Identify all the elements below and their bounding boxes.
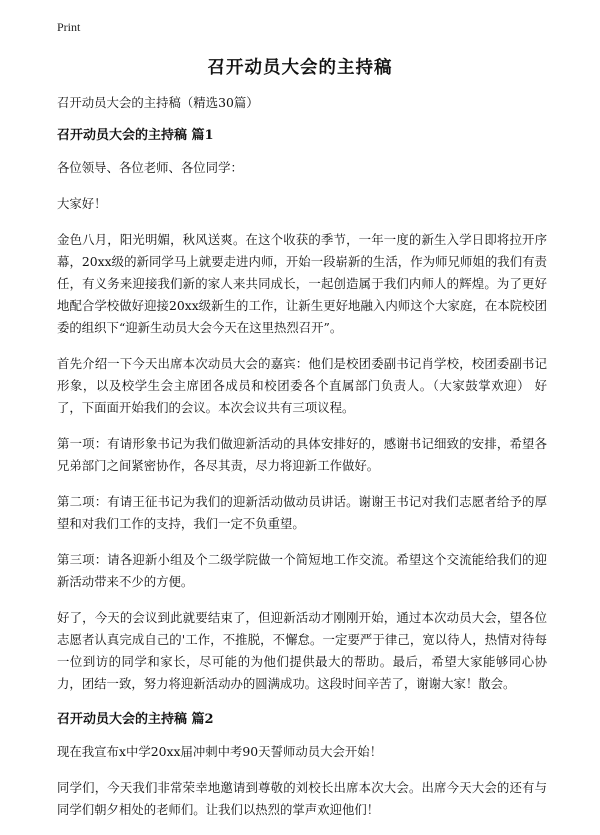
paragraph: 现在我宣布x中学20xx届冲刺中考90天誓师动员大会开始！ (57, 744, 383, 759)
document-body (57, 92, 547, 835)
paragraph: 好了，今天的会议到此就要结束了，但迎新活动才刚刚开始，通过本次动员大会，望各位志愿者认真完成自己的'工作，不推脱，不懈怠。一定要严于律己，宽以待人，热情对待每一位到访的同学和家长，尽可能的为他们提供最大的帮助。最后，希望大家能够同心协力，团结一致，努力将迎新活动办的圆满成功。这段时间辛苦了，谢谢大家！散会。 (57, 610, 547, 691)
paragraph: 同学们，今天我们非常荣幸地邀请到尊敬的刘校长出席本次大会。出席今天大会的还有与同学们朝夕相处的老师们。让我们以热烈的掌声欢迎他们！ (57, 780, 547, 817)
paragraph: 首先介绍一下今天出席本次动员大会的嘉宾：他们是校团委副书记肖学校，校团委副书记形象，以及校学生会主席团各成员和校团委各个直属部门负责人。（大家鼓掌欢迎） 好了，下面面开始我们的会议。本次会议共有三项议程。 (57, 356, 547, 415)
paragraph: 各位领导、各位老师、各位同学： (57, 160, 243, 175)
paragraph: 第二项：有请王征书记为我们的迎新活动做动员讲话。谢谢王书记对我们志愿者给予的厚望和对我们工作的支持，我们一定不负重望。 (57, 494, 547, 531)
print-link[interactable]: Print (57, 20, 81, 34)
paragraph: 第三项：请各迎新小组及个二级学院做一个简短地工作交流。希望这个交流能给我们的迎新活动带来不少的方便。 (57, 552, 547, 589)
paragraph: 大家好！ (57, 196, 107, 211)
paragraph: 金色八月，阳光明媚，秋风送爽。在这个收获的季节，一年一度的新生入学日即将拉开序幕，20xx级的新同学马上就要走进内师，开始一段崭新的生活，作为师兄师姐的我们有责任，有义务来迎接我们新的家人来共同成长，一起创造属于我们内师人的辉煌。为了更好地配合学校做好迎接20xx级新生的工作，让新生更好地融入内师这个大家庭，在本院校团委的组织下“迎新生动员大会今天在这里热烈召开”。 (57, 232, 547, 335)
paragraph: 第一项：有请形象书记为我们做迎新活动的具体安排好的，感谢书记细致的安排，希望各兄弟部门之间紧密协作，各尽其责，尽力将迎新工作做好。 (57, 436, 547, 473)
page-title: 召开动员大会的主持稿 (207, 58, 393, 78)
section-heading: 召开动员大会的主持稿 篇1 (57, 128, 214, 143)
section-heading: 召开动员大会的主持稿 篇2 (57, 712, 214, 727)
document-subtitle: 召开动员大会的主持稿（精选30篇） (57, 95, 259, 110)
